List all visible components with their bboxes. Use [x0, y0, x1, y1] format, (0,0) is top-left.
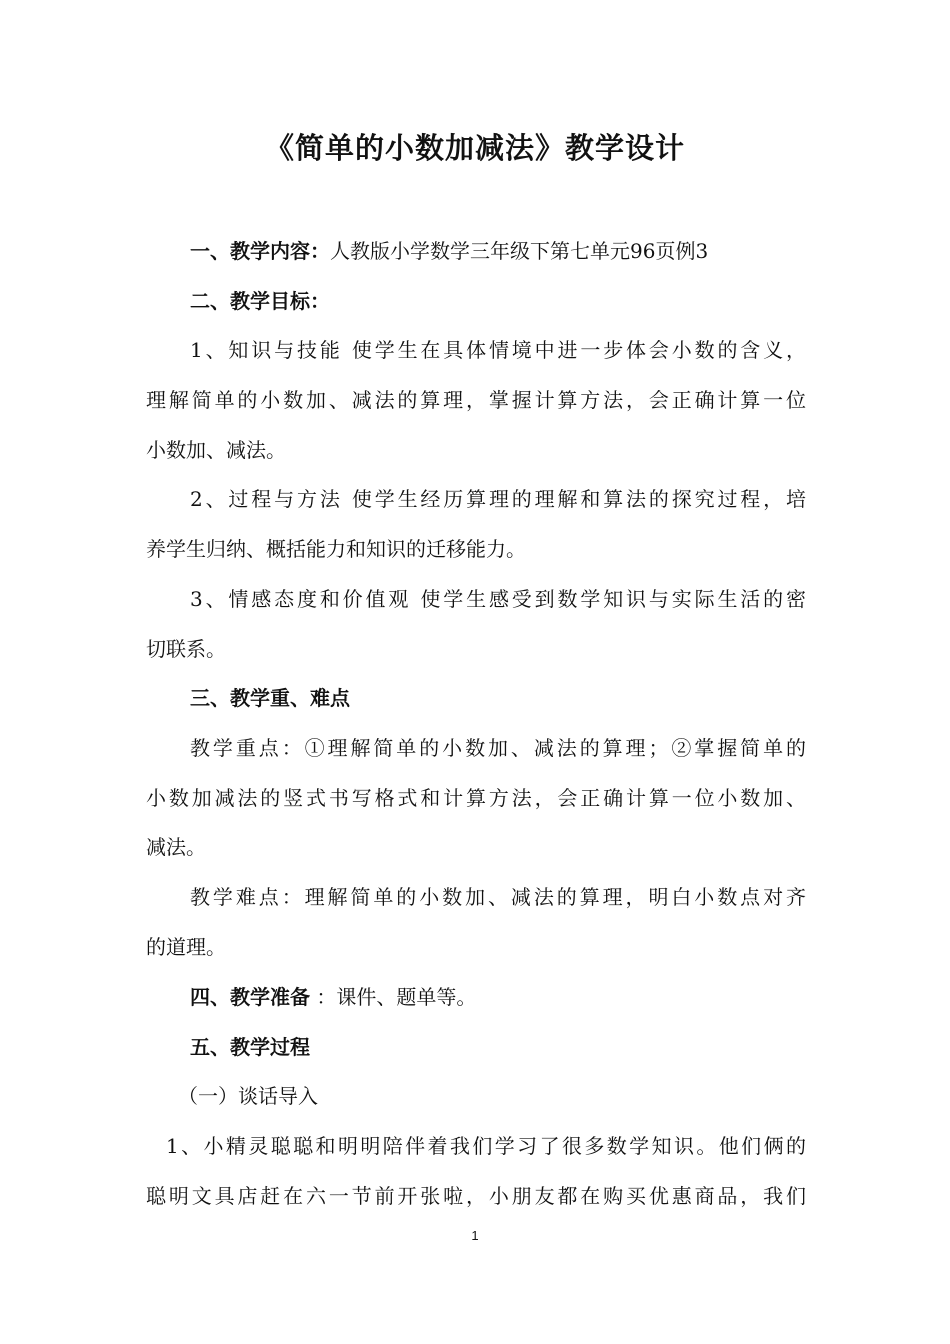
difficulty-line2: 的道理。 — [146, 935, 226, 959]
goal2-line2: 养学生归纳、概括能力和知识的迁移能力。 — [146, 537, 526, 561]
intro-line2: 聪明文具店赶在六一节前开张啦，小朋友都在购买优惠商品，我们 — [146, 1184, 806, 1208]
teaching-goals-heading: 二、教学目标： — [190, 289, 330, 313]
goal2-line1: 2、过程与方法 使学生经历算理的理解和算法的探究过程，培 — [190, 487, 806, 511]
talk-intro-heading: （一）谈话导入 — [178, 1084, 318, 1108]
preparation-heading: 四、教学准备 — [190, 985, 310, 1009]
goal3-line1: 3、情感态度和价值观 使学生感受到数学知识与实际生活的密 — [190, 587, 806, 611]
key-point-line2: 小数加减法的竖式书写格式和计算方法，会正确计算一位小数加、 — [146, 786, 806, 810]
key-point-line3: 减法。 — [146, 835, 206, 859]
teaching-content-heading: 一、教学内容： — [190, 239, 330, 263]
goal3-line2: 切联系。 — [146, 637, 226, 661]
page-number: 1 — [471, 1228, 479, 1243]
preparation-line — [190, 982, 806, 1012]
difficulty-line1: 教学难点：理解简单的小数加、减法的算理，明白小数点对齐 — [190, 885, 806, 909]
teaching-process-heading: 五、教学过程 — [190, 1035, 310, 1059]
teaching-content-text: 人教版小学数学三年级下第七单元96页例3 — [330, 239, 709, 263]
preparation-text: ：课件、题单等。 — [310, 985, 477, 1009]
key-difficult-heading: 三、教学重、难点 — [190, 686, 350, 710]
goal1-line3: 小数加、减法。 — [146, 438, 286, 462]
goal1-line1: 1、知识与技能 使学生在具体情境中进一步体会小数的含义， — [190, 338, 806, 362]
teaching-content-line — [190, 236, 806, 266]
goal1-line2: 理解简单的小数加、减法的算理，掌握计算方法，会正确计算一位 — [146, 388, 806, 412]
key-point-line1: 教学重点：①理解简单的小数加、减法的算理；②掌握简单的 — [190, 736, 806, 760]
document-title: 《简单的小数加减法》教学设计 — [264, 131, 685, 165]
intro-line1: 1、小精灵聪聪和明明陪伴着我们学习了很多数学知识。他们俩的 — [166, 1134, 806, 1158]
